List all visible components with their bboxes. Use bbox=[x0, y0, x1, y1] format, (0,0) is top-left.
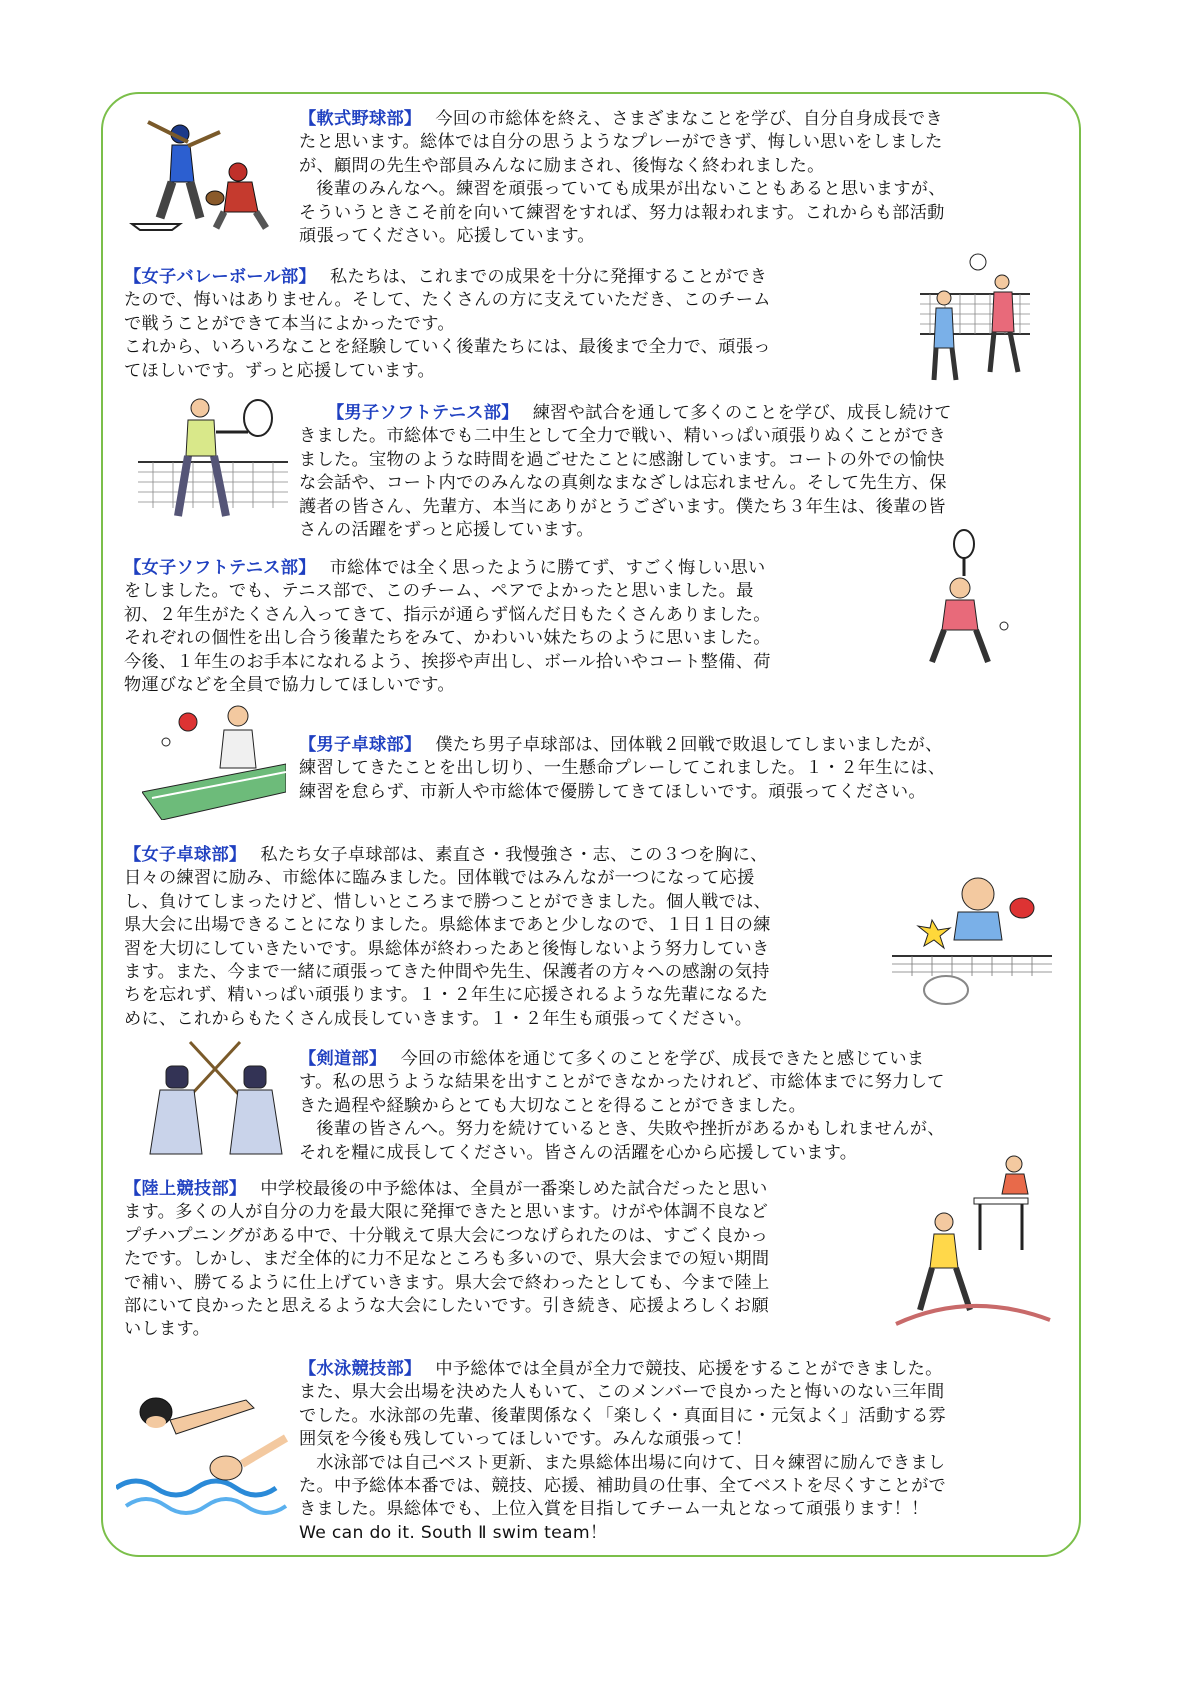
text-line: でした。水泳部の先輩、後輩関係なく「楽しく・真面目に・元気よく」活動する雰 bbox=[299, 1405, 947, 1426]
text-line: たと思います。総体では自分の思うようなプレーができず、悔しい思いをしました bbox=[299, 132, 943, 153]
text-line: 僕たち男子卓球部は、団体戦２回戦で敗退してしまいましたが、 bbox=[435, 735, 943, 755]
section-girls-volleyball bbox=[124, 266, 882, 383]
text-line: そういうときこそ前を向いて練習をすれば、努力は報われます。これからも部活動 bbox=[299, 202, 945, 223]
text-line: きた過程や経験からとても大切なことを得ることができました。 bbox=[299, 1095, 807, 1116]
section-kendo bbox=[299, 1048, 1071, 1165]
text-line: ます。多くの人が自分の力を最大限に発揮できたと思います。けがや体調不良など bbox=[124, 1202, 769, 1223]
text-line: な会話や、コート内でのみんなの真剣なまなざしは忘れません。そして先生方、保 bbox=[299, 473, 947, 494]
text-line: 私たちは、これまでの成果を十分に発揮することができ bbox=[330, 267, 768, 287]
section-softball bbox=[299, 108, 1071, 248]
text-line: また、県大会出場を決めた人もいて、このメンバーで良かったと悔いのない三年間 bbox=[299, 1382, 945, 1403]
text-line: 日々の練習に励み、市総体に臨みました。団体戦ではみんなが一つになって応援 bbox=[124, 868, 755, 889]
text-line: 物運びなどを全員で協力してほしいです。 bbox=[124, 675, 455, 696]
text-line: めに、これからもたくさん成長していきます。１・２年生も頑張ってください。 bbox=[124, 1008, 753, 1029]
text-line: し、負けてしまったけど、惜しいところまで勝つことができました。個人戦では、 bbox=[124, 891, 772, 912]
text-line: 練習や試合を通して多くのことを学び、成長し続けて bbox=[532, 403, 952, 423]
text-line: 後輩のみんなへ。練習を頑張っていても成果が出ないこともあると思いますが、 bbox=[316, 179, 946, 200]
text-line: いします。 bbox=[124, 1319, 211, 1340]
section-swimming bbox=[299, 1358, 1071, 1545]
baseball-illustration-icon bbox=[120, 112, 290, 236]
text-line: てほしいです。ずっと応援しています。 bbox=[124, 360, 435, 381]
section-title: 【水泳競技部】 bbox=[299, 1359, 422, 1379]
text-line: ます。また、今まで一緒に頑張ってきた仲間や先生、保護者の方々への感謝の気持 bbox=[124, 962, 770, 983]
text-line: で補い、勝てるように仕上げていきます。県大会で終わったとしても、今まで陸上 bbox=[124, 1272, 770, 1293]
table-tennis-male-illustration-icon bbox=[142, 702, 286, 820]
section-title: 【男子卓球部】 bbox=[299, 735, 422, 755]
text-line: 練習してきたことを出し切り、一生懸命プレーしてこれました。１・２年生には、 bbox=[299, 758, 946, 779]
text-line: We can do it. South Ⅱ swim team！ bbox=[299, 1522, 608, 1543]
text-line: プチハプニングがある中で、十分戦えて県大会につなげられたのは、すごく良かっ bbox=[124, 1225, 769, 1246]
text-line: 練習を怠らず、市新人や市総体で優勝してきてほしいです。頑張ってください。 bbox=[299, 781, 926, 802]
section-title: 【女子ソフトテニス部】 bbox=[124, 558, 316, 578]
text-line: 習を大切にしていきたいです。県総体が終わったあと後悔しないよう努力していき bbox=[124, 938, 770, 959]
section-girls-table-tennis bbox=[124, 844, 896, 1031]
section-title: 【女子卓球部】 bbox=[124, 845, 247, 865]
text-line: さんの活躍をずっと応援しています。 bbox=[299, 520, 594, 541]
section-girls-soft-tennis bbox=[124, 557, 882, 697]
section-title: 【陸上競技部】 bbox=[124, 1179, 247, 1199]
text-line: 今回の市総体を終え、さまざまなことを学び、自分自身成長でき bbox=[435, 109, 943, 129]
text-line: ました。宝物のような時間を過ごせたことに感謝しています。コートの外での愉快 bbox=[299, 449, 945, 470]
tennis-male-illustration-icon bbox=[138, 398, 288, 526]
text-line: ちを忘れず、精いっぱい頑張ります。１・２年生に応援されるような先輩になるた bbox=[124, 985, 769, 1006]
text-line: 囲気を今後も残していってほしいです。みんな頑張って！ bbox=[299, 1429, 753, 1450]
section-title: 【軟式野球部】 bbox=[299, 109, 422, 129]
text-line: をしました。でも、テニス部で、このチーム、ペアでよかったと思いました。最 bbox=[124, 581, 754, 602]
text-line: 水泳部では自己ベスト更新、また県総体出場に向けて、日々練習に励んできまし bbox=[316, 1452, 946, 1473]
text-line: これから、いろいろなことを経験していく後輩たちには、最後まで全力で、頑張っ bbox=[124, 337, 771, 358]
volleyball-illustration-icon bbox=[920, 252, 1030, 387]
text-line: 初、２年生がたくさん入ってきて、指示が通らず悩んだ日もたくさんありました。 bbox=[124, 604, 771, 625]
text-line: きました。県総体でも、上位入賞を目指してチーム一丸となって頑張ります！！ bbox=[299, 1499, 929, 1520]
table-tennis-female-illustration-icon bbox=[892, 864, 1052, 1010]
text-line: が、顧問の先生や部員みんなに励まされ、後悔なく終われました。 bbox=[299, 155, 825, 176]
section-title: 【剣道部】 bbox=[299, 1049, 387, 1069]
text-line: 今後、１年生のお手本になれるよう、挨拶や声出し、ボール拾いやコート整備、荷 bbox=[124, 651, 771, 672]
text-line: 頑張ってください。応援しています。 bbox=[299, 226, 595, 247]
text-line: 部にいて良かったと思えるような大会にしたいです。引き続き、応援よろしくお願 bbox=[124, 1296, 769, 1317]
section-track-and-field bbox=[124, 1178, 886, 1342]
text-line: 後輩の皆さんへ。努力を続けているとき、失敗や挫折があるかもしれませんが、 bbox=[316, 1119, 945, 1140]
text-line: 中予総体では全員が全力で競技、応援をすることができました。 bbox=[435, 1359, 943, 1379]
text-line: 中学校最後の中予総体は、全員が一番楽しめた試合だったと思い bbox=[260, 1179, 768, 1199]
section-boys-table-tennis bbox=[299, 734, 1071, 804]
tennis-female-illustration-icon bbox=[910, 526, 1018, 674]
text-line: す。私の思うような結果を出すことができなかったけれど、市総体までに努力して bbox=[299, 1072, 945, 1093]
track-illustration-icon bbox=[890, 1150, 1056, 1332]
text-line: きました。市総体でも二中生として全力で戦い、精いっぱい頑張りぬくことができ bbox=[299, 426, 947, 447]
text-line: たので、悔いはありません。そして、たくさんの方に支えていただき、このチーム bbox=[124, 290, 771, 311]
text-line: 今回の市総体を通じて多くのことを学び、成長できたと感じていま bbox=[400, 1049, 925, 1069]
section-boys-soft-tennis bbox=[299, 402, 1071, 542]
swimming-illustration-icon bbox=[116, 1368, 292, 1518]
text-line: 市総体では全く思ったように勝てず、すごく悔しい思い bbox=[329, 558, 766, 578]
kendo-illustration-icon bbox=[140, 1036, 290, 1160]
text-line: たです。しかし、まだ全体的に力不足なところも多いので、県大会までの短い期間 bbox=[124, 1249, 770, 1270]
text-line: それを糧に成長してください。皆さんの活躍を心から応援しています。 bbox=[299, 1142, 858, 1163]
section-title: 【女子バレーボール部】 bbox=[124, 267, 317, 287]
text-line: 私たち女子卓球部は、素直さ・我慢強さ・志、この３つを胸に、 bbox=[260, 845, 768, 865]
text-line: それぞれの個性を出し合う後輩たちをみて、かわいい妹たちのように思いました。 bbox=[124, 628, 771, 649]
text-line: 護者の皆さん、先輩方、本当にありがとうございます。僕たち３年生は、後輩の皆 bbox=[299, 496, 946, 517]
text-line: で戦うことができて本当によかったです。 bbox=[124, 313, 455, 334]
section-title: 【男子ソフトテニス部】 bbox=[327, 403, 519, 423]
text-line: た。中予総体本番では、競技、応援、補助員の仕事、全てベストを尽くすことがで bbox=[299, 1476, 947, 1497]
text-line: 県大会に出場できることになりました。県総体まであと少しなので、１日１日の練 bbox=[124, 915, 771, 936]
